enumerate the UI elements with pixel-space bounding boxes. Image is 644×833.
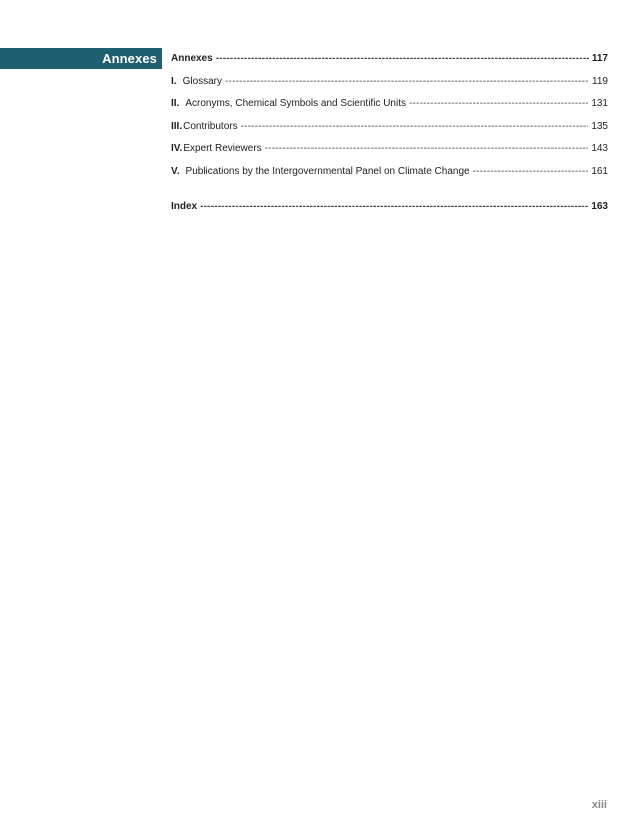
toc-entry-expert-reviewers[interactable]	[171, 142, 608, 155]
toc-entry-page: 143	[591, 143, 608, 154]
toc-entry-annexes[interactable]	[171, 52, 608, 65]
toc-entry-title: Acronyms, Chemical Symbols and Scientific Units	[185, 98, 406, 109]
toc-entry-index[interactable]	[171, 200, 608, 213]
toc-entry-page: 119	[592, 75, 608, 87]
dot-leader	[473, 165, 589, 178]
dot-leader	[200, 200, 588, 213]
toc-entry-publications[interactable]	[171, 165, 608, 178]
toc-entry-numeral: IV.	[171, 143, 183, 154]
toc-entry-numeral: II.	[171, 98, 180, 109]
dot-leader	[216, 52, 589, 65]
section-tab	[0, 48, 162, 69]
toc-entry-title: Glossary	[182, 75, 223, 87]
toc-entry-page: 117	[591, 53, 608, 64]
toc-entry-numeral: V.	[171, 165, 180, 177]
toc-entry-title: Contributors	[183, 120, 238, 132]
toc-entry-glossary[interactable]	[171, 75, 608, 88]
section-tab-label: Annexes	[102, 51, 157, 66]
dot-leader	[241, 120, 589, 133]
dot-leader	[225, 75, 589, 88]
table-of-contents	[171, 52, 608, 222]
toc-entry-contributors[interactable]	[171, 120, 608, 133]
toc-entry-numeral: III.	[171, 120, 183, 132]
dot-leader	[409, 97, 588, 110]
toc-entry-page: 131	[591, 98, 608, 109]
toc-entry-title: Index	[171, 200, 198, 212]
toc-entry-title: Expert Reviewers	[183, 143, 262, 154]
page-number: xiii	[591, 799, 607, 811]
dot-leader	[265, 142, 589, 155]
toc-entry-acronyms[interactable]	[171, 97, 608, 110]
toc-entry-page: 163	[591, 200, 608, 212]
toc-entry-numeral: I.	[171, 75, 177, 87]
toc-entry-page: 161	[591, 165, 608, 177]
toc-entry-title: Annexes	[171, 53, 213, 64]
toc-entry-page: 135	[591, 120, 608, 132]
toc-entry-title: Publications by the Intergovernmental Panel on Climate Change	[185, 165, 470, 177]
